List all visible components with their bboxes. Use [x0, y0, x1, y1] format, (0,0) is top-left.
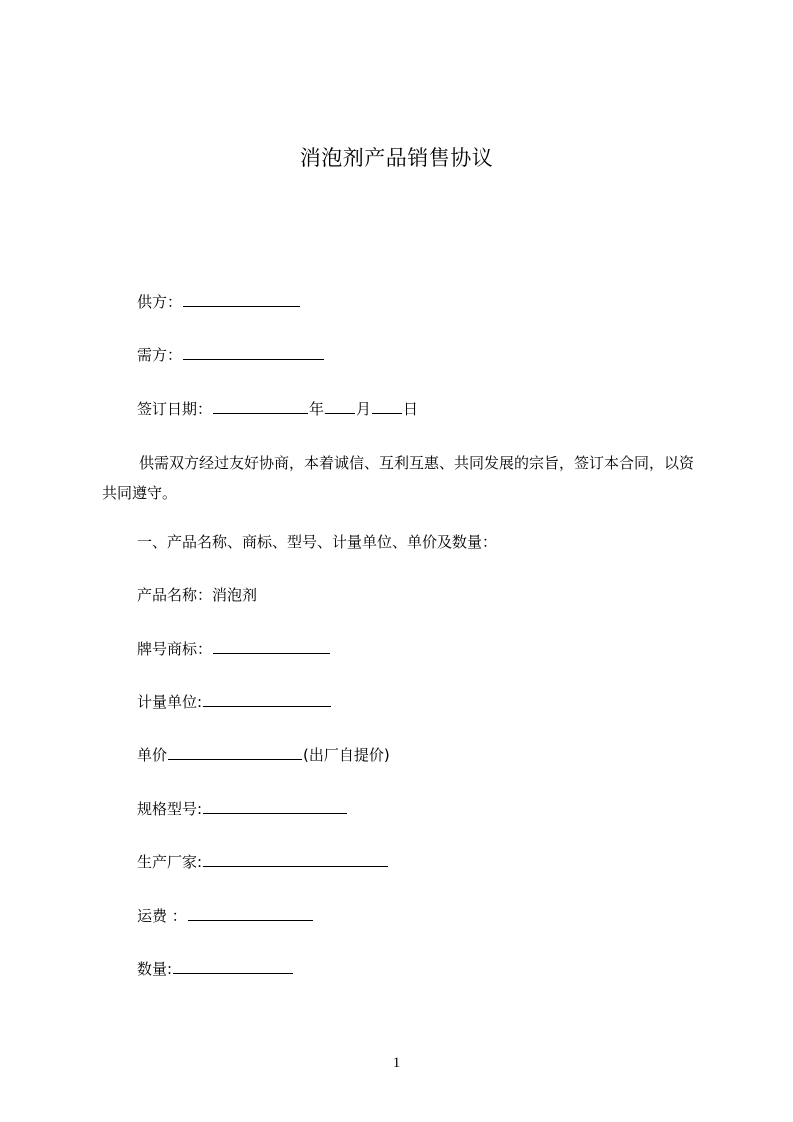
- sign-date-line: [137, 398, 418, 419]
- brand-blank: [213, 638, 330, 654]
- day-label: 日: [403, 400, 419, 418]
- manufacturer-label: 生产厂家:: [137, 853, 203, 871]
- buyer-blank: [183, 344, 324, 360]
- price-label: 单价: [137, 746, 168, 764]
- spec-blank: [203, 798, 347, 814]
- document-title: 消泡剂产品销售协议: [299, 146, 494, 170]
- unit-label: 计量单位:: [137, 693, 203, 711]
- year-label: 年: [309, 400, 325, 418]
- quantity-blank: [173, 958, 293, 974]
- spec-line: [137, 798, 348, 819]
- freight-label: 运费 ：: [137, 907, 187, 925]
- price-note: (出厂自提价): [303, 746, 390, 764]
- section1-heading: 一、产品名称、商标、型号、计量单位、单价及数量：: [137, 533, 498, 551]
- product-name: 产品名称：消泡剂: [137, 586, 258, 604]
- year-blank: [213, 398, 308, 414]
- brand-label: 牌号商标：: [137, 640, 213, 658]
- manufacturer-line: [137, 851, 389, 872]
- page-number: 1: [392, 1055, 401, 1071]
- freight-line: [137, 905, 314, 926]
- freight-blank: [188, 905, 313, 921]
- quantity-line: [137, 958, 294, 979]
- manufacturer-blank: [203, 851, 388, 867]
- quantity-label: 数量:: [137, 960, 173, 978]
- buyer-line: [137, 344, 325, 365]
- supplier-line: [137, 291, 301, 312]
- brand-line: [137, 638, 331, 659]
- unit-blank: [203, 691, 331, 707]
- unit-line: [137, 691, 332, 712]
- price-blank: [168, 744, 302, 760]
- supplier-label: 供方：: [137, 293, 183, 311]
- month-label: 月: [356, 400, 372, 418]
- month-blank: [325, 398, 355, 414]
- supplier-blank: [183, 291, 300, 307]
- buyer-label: 需方：: [137, 346, 183, 364]
- price-line: [137, 744, 390, 765]
- intro-paragraph: 供需双方经过友好协商，本着诚信、互利互惠、共同发展的宗旨，签订本合同，以资共同遵守。: [102, 454, 695, 502]
- day-blank: [372, 398, 402, 414]
- spec-label: 规格型号:: [137, 800, 203, 818]
- sign-date-label: 签订日期：: [137, 400, 213, 418]
